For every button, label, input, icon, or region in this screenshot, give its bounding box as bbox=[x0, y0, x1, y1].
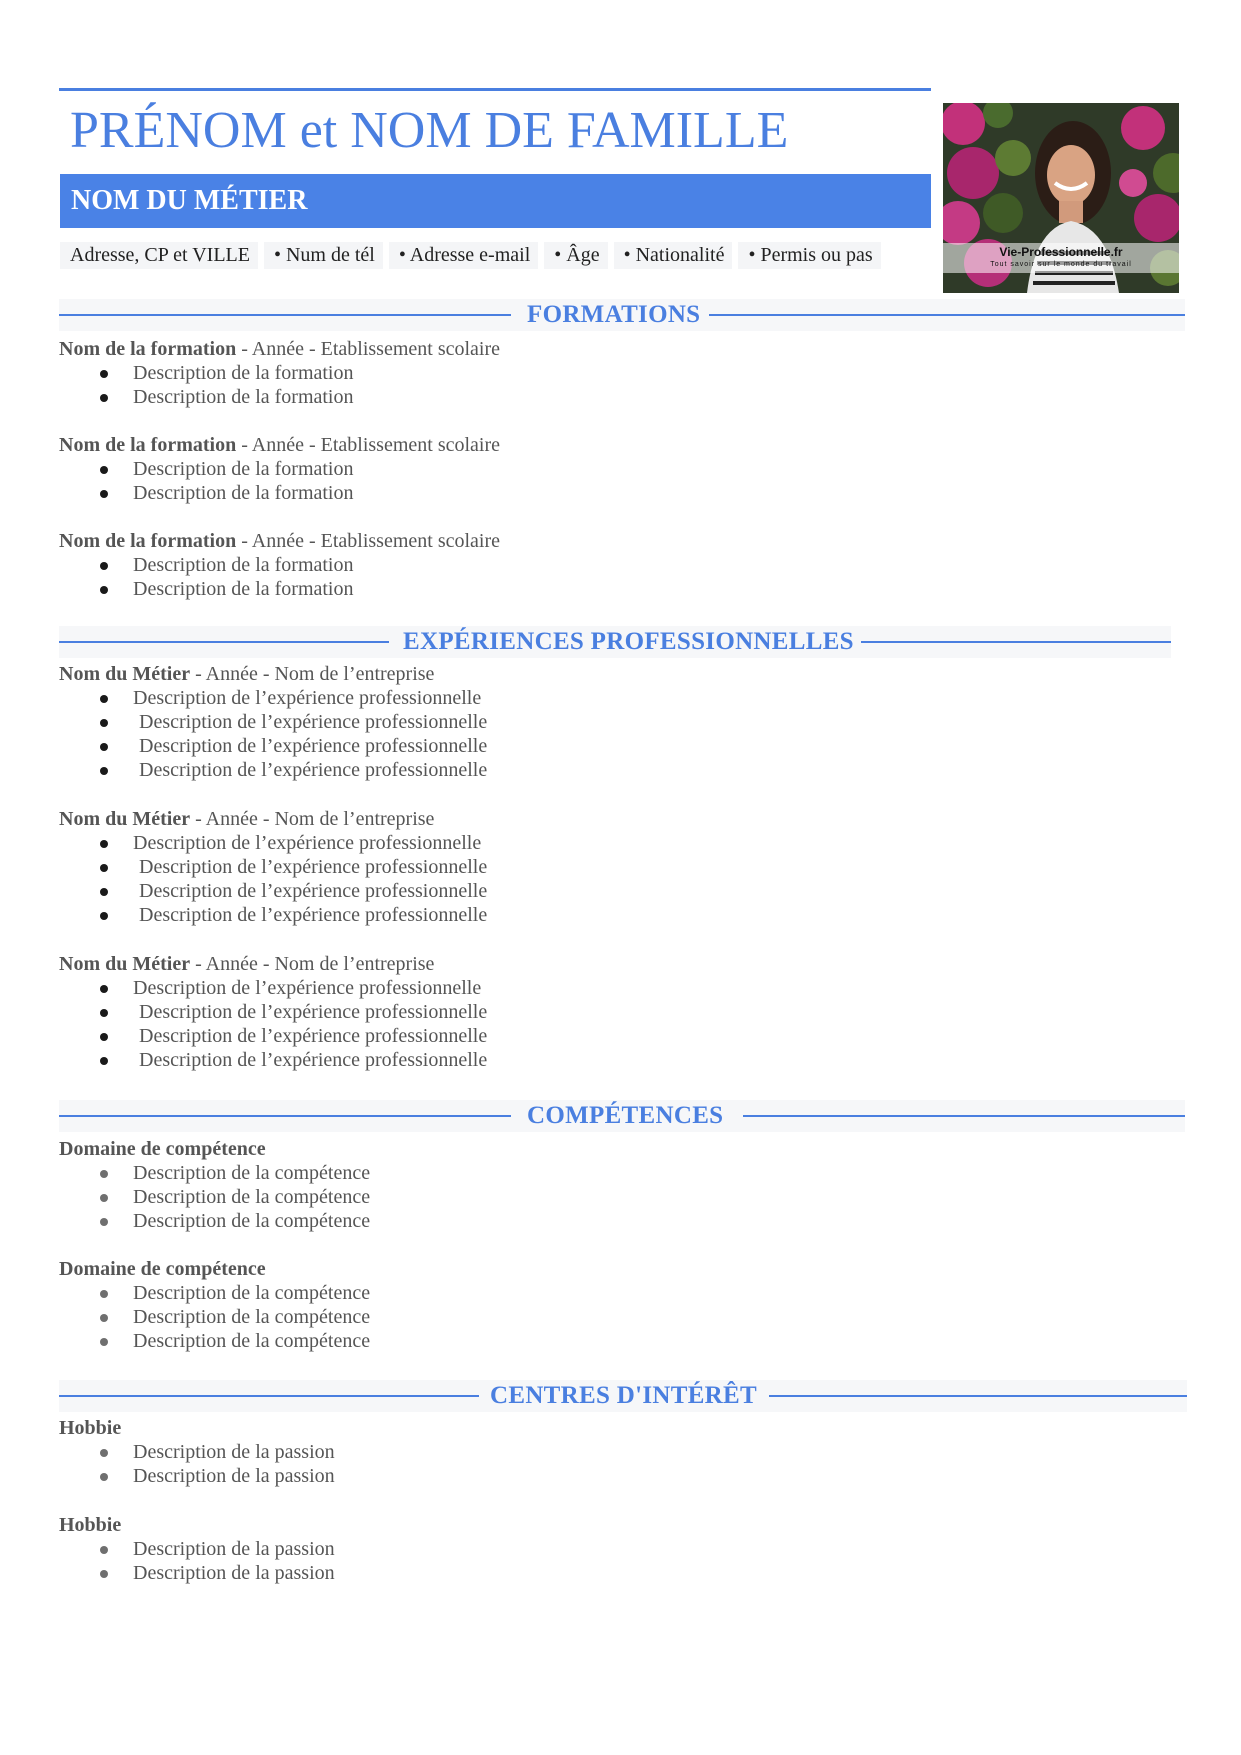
formation-entry bbox=[59, 337, 500, 409]
competence-entry bbox=[59, 1137, 370, 1233]
section-rule-right bbox=[861, 641, 1171, 643]
competence-entry bbox=[59, 1257, 370, 1353]
interest-entry bbox=[59, 1513, 335, 1585]
list-item: Description de l’expérience professionnelle bbox=[59, 903, 487, 927]
section-rule-left bbox=[59, 1395, 479, 1397]
list-item: Description de la formation bbox=[59, 553, 500, 577]
list-item: Description de la formation bbox=[59, 385, 500, 409]
list-item: Description de l’expérience professionnelle bbox=[59, 976, 487, 1000]
list-item: Description de l’expérience professionnelle bbox=[59, 1000, 487, 1024]
formation-entry bbox=[59, 433, 500, 505]
list-item: Description de l’expérience professionnelle bbox=[59, 686, 487, 710]
photo-watermark bbox=[943, 243, 1179, 273]
watermark-subtitle: Tout savoir sur le monde du travail bbox=[990, 261, 1132, 268]
section-rule-left bbox=[59, 1115, 511, 1117]
entry-heading: Hobbie bbox=[59, 1417, 122, 1439]
entry-heading: Domaine de compétence bbox=[59, 1258, 266, 1280]
list-item: Description de l’expérience professionnelle bbox=[59, 1024, 487, 1048]
list-item: Description de la passion bbox=[59, 1561, 335, 1585]
section-rule-right bbox=[743, 1115, 1185, 1117]
section-rule-right bbox=[709, 314, 1185, 316]
list-item: Description de la compétence bbox=[59, 1209, 370, 1233]
list-item: Description de la compétence bbox=[59, 1185, 370, 1209]
contact-email: • Adresse e-mail bbox=[389, 242, 538, 269]
section-title-competences: COMPÉTENCES bbox=[527, 1102, 724, 1129]
list-item: Description de la formation bbox=[59, 481, 500, 505]
list-item: Description de l’expérience professionnelle bbox=[59, 710, 487, 734]
contact-line bbox=[60, 240, 900, 270]
entry-heading: Nom de la formation - Année - Etablissement scolaire bbox=[59, 530, 501, 552]
experience-entry bbox=[59, 662, 487, 782]
section-header-interets bbox=[59, 1380, 1187, 1412]
formation-entry bbox=[59, 529, 500, 601]
contact-age: • Âge bbox=[544, 242, 607, 269]
watermark-title: Vie-Professionnelle.fr bbox=[999, 245, 1123, 259]
list-item: Description de l’expérience professionnelle bbox=[59, 855, 487, 879]
list-item: Description de la passion bbox=[59, 1464, 335, 1488]
list-item: Description de la compétence bbox=[59, 1305, 370, 1329]
list-item: Description de l’expérience professionnelle bbox=[59, 734, 487, 758]
list-item: Description de la compétence bbox=[59, 1161, 370, 1185]
section-header-formations bbox=[59, 299, 1185, 331]
section-rule-left bbox=[59, 641, 389, 643]
section-header-competences bbox=[59, 1100, 1185, 1132]
list-item: Description de la compétence bbox=[59, 1281, 370, 1305]
section-rule-right bbox=[769, 1395, 1187, 1397]
entry-heading: Nom de la formation - Année - Etablissement scolaire bbox=[59, 434, 501, 456]
job-title: NOM DU MÉTIER bbox=[71, 185, 308, 216]
contact-phone: • Num de tél bbox=[264, 242, 383, 269]
section-rule-left bbox=[59, 314, 511, 316]
entry-heading: Nom du Métier - Année - Nom de l’entreprise bbox=[59, 663, 435, 685]
list-item: Description de la formation bbox=[59, 577, 500, 601]
section-title-formations: FORMATIONS bbox=[527, 301, 701, 328]
list-item: Description de la formation bbox=[59, 361, 500, 385]
entry-heading: Nom du Métier - Année - Nom de l’entreprise bbox=[59, 953, 435, 975]
experience-entry bbox=[59, 807, 487, 927]
list-item: Description de la passion bbox=[59, 1537, 335, 1561]
list-item: Description de la passion bbox=[59, 1440, 335, 1464]
profile-photo bbox=[943, 103, 1179, 293]
contact-address: Adresse, CP et VILLE bbox=[60, 242, 258, 269]
list-item: Description de l’expérience professionnelle bbox=[59, 831, 487, 855]
entry-heading: Nom du Métier - Année - Nom de l’entreprise bbox=[59, 808, 435, 830]
list-item: Description de la formation bbox=[59, 457, 500, 481]
contact-nationality: • Nationalité bbox=[614, 242, 733, 269]
entry-heading: Domaine de compétence bbox=[59, 1138, 266, 1160]
list-item: Description de la compétence bbox=[59, 1329, 370, 1353]
section-title-experiences: EXPÉRIENCES PROFESSIONNELLES bbox=[403, 628, 854, 655]
interest-entry bbox=[59, 1416, 335, 1488]
section-header-experiences bbox=[59, 626, 1171, 658]
entry-heading: Nom de la formation - Année - Etablissement scolaire bbox=[59, 338, 501, 360]
full-name: PRÉNOM et NOM DE FAMILLE bbox=[70, 102, 789, 159]
contact-license: • Permis ou pas bbox=[738, 242, 880, 269]
entry-heading: Hobbie bbox=[59, 1514, 122, 1536]
job-title-band bbox=[60, 174, 931, 228]
list-item: Description de l’expérience professionnelle bbox=[59, 879, 487, 903]
list-item: Description de l’expérience professionnelle bbox=[59, 758, 487, 782]
list-item: Description de l’expérience professionnelle bbox=[59, 1048, 487, 1072]
section-title-interets: CENTRES D'INTÉRÊT bbox=[490, 1382, 757, 1409]
experience-entry bbox=[59, 952, 487, 1072]
header-top-rule bbox=[59, 88, 931, 91]
